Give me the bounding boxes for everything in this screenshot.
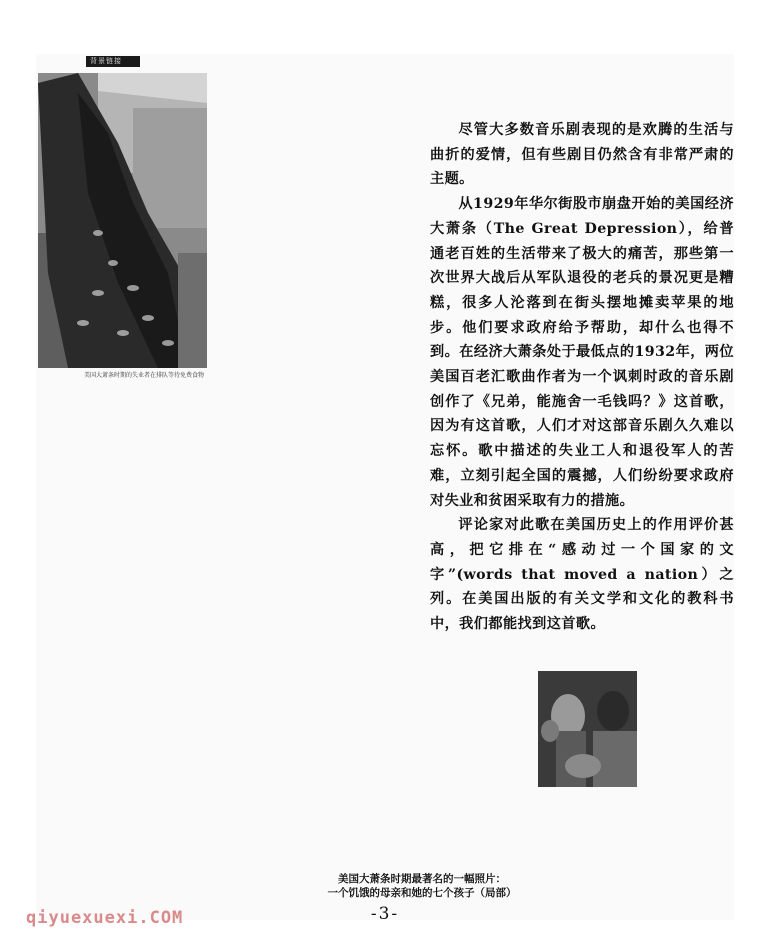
paragraph-1: 尽管大多数音乐剧表现的是欢腾的生活与曲折的爱情，但有些剧目仍然含有非常严肃的主题。: [430, 122, 734, 188]
watermark: qiyuexuexi.COM: [26, 908, 184, 928]
migrant-mother-photo: [538, 671, 637, 787]
migrant-mother-drawing: [538, 671, 637, 787]
page-number: -3-: [370, 904, 400, 924]
paragraph-3: 评论家对此歌在美国历史上的作用评价甚高，把它排在“感动过一个国家的文字”(words that moved a nation）之列。在美国出版的有关文学和文化的教科书中，我们都能找到这首歌。: [430, 517, 734, 633]
bottom-caption-line-1: 美国大萧条时期最著名的一幅照片：: [338, 873, 506, 885]
section-tag: 背景链接: [86, 56, 140, 67]
breadline-photo: [38, 73, 207, 368]
paragraph-2: 从1929年华尔街股市崩盘开始的美国经济大萧条（The Great Depression），给普通老百姓的生活带来了极大的痛苦，那些第一次世界大战后从军队退役的老兵的景况更是糟糕，很多人沦落到在街头摆地摊卖苹果的地步。他们要求政府给予帮助，却什么也得不到。在经济大萧条处于最低点的1932年，两位美国百老汇歌曲作者为一个讽刺时政的音乐剧创作了《兄弟，能施舍一毛钱吗？》这首歌，因为有这首歌，人们才对这部音乐剧久久难以忘怀。歌中描述的失业工人和退役军人的苦难，立刻引起全国的震撼，人们纷纷要求政府对失业和贫困采取有力的措施。: [430, 196, 734, 509]
breadline-photo-drawing: [38, 73, 207, 368]
left-photo-caption: 美国大萧条时期的失业者在排队等待免费食物: [84, 372, 205, 379]
bottom-caption-line-2: 一个饥饿的母亲和她的七个孩子（局部）: [327, 887, 517, 899]
article-body: [430, 118, 734, 637]
bottom-photo-caption: [290, 872, 554, 900]
